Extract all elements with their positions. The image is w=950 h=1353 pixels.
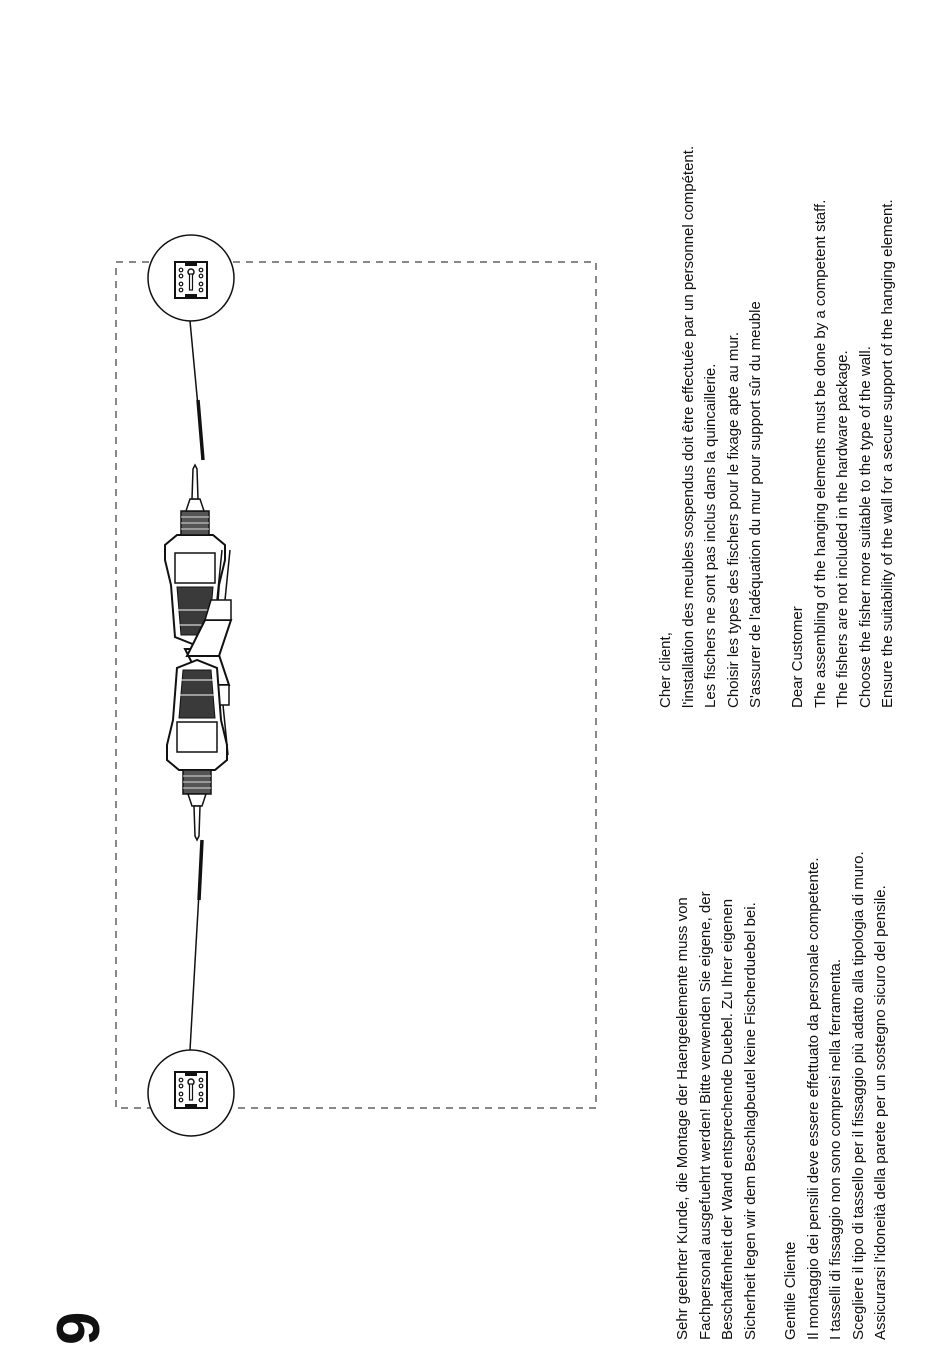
italian-note-line: Assicurarsi l'idoneità della parete per un sostegno sicuro del pensile. [872, 885, 889, 1340]
german-note-line: Beschaffenheit der Wand entsprechende Duebel. Zu Ihrer eigenen [719, 898, 736, 1340]
german-note-line: Fachpersonal ausgefuehrt werden! Bitte verwenden Sie eigene, der [696, 891, 714, 1340]
bottom-bracket-detail [148, 1050, 234, 1136]
english-note-line: The assembling of the hanging elements must be done by a competent staff. [811, 199, 829, 708]
english-note [787, 199, 900, 708]
french-note-line: l'installation des meubles sospendus doit être effectuée par un personnel compétent. [679, 145, 697, 708]
english-note-line: The fishers are not included in the hardware package. [834, 350, 851, 708]
italian-note-line: Il montaggio dei pensili deve essere effettuato da personale competente. [804, 857, 822, 1340]
french-note-line: Cher client, [657, 632, 674, 708]
french-note-line: Les fischers ne sont pas inclus dans la quincaillerie. [702, 363, 719, 708]
german-note [672, 891, 762, 1340]
italian-note-line: I tasselli di fissaggio non sono compresi nella ferramenta. [827, 958, 844, 1340]
french-note-line: Choisir les types des fischers pour le fixage apte au mur. [724, 331, 742, 708]
english-note-line: Ensure the suitability of the wall for a secure support of the hanging element. [879, 199, 896, 708]
step-number: 9 [45, 1311, 112, 1345]
italian-note-line: Gentile Cliente [782, 1241, 799, 1340]
top-bracket-detail [148, 235, 234, 321]
german-note-line: Sehr geehrter Kunde, die Montage der Haengeelemente muss von [674, 897, 691, 1340]
french-note [655, 146, 768, 708]
italian-note [780, 851, 893, 1340]
english-note-line: Choose the fisher more suitable to the type of the wall. [856, 346, 874, 708]
italian-note-line: Scegliere il tipo di tassello per il fissaggio più adatto alla tipologia di muro. [849, 851, 867, 1340]
german-note-line: Sicherheit legen wir dem Beschlagbeutel keine Fischerduebel bei. [741, 902, 759, 1340]
english-note-line: Dear Customer [789, 606, 806, 708]
french-note-line: S'assurer de l'adéquation du mur pour support sûr du meuble [747, 301, 764, 708]
